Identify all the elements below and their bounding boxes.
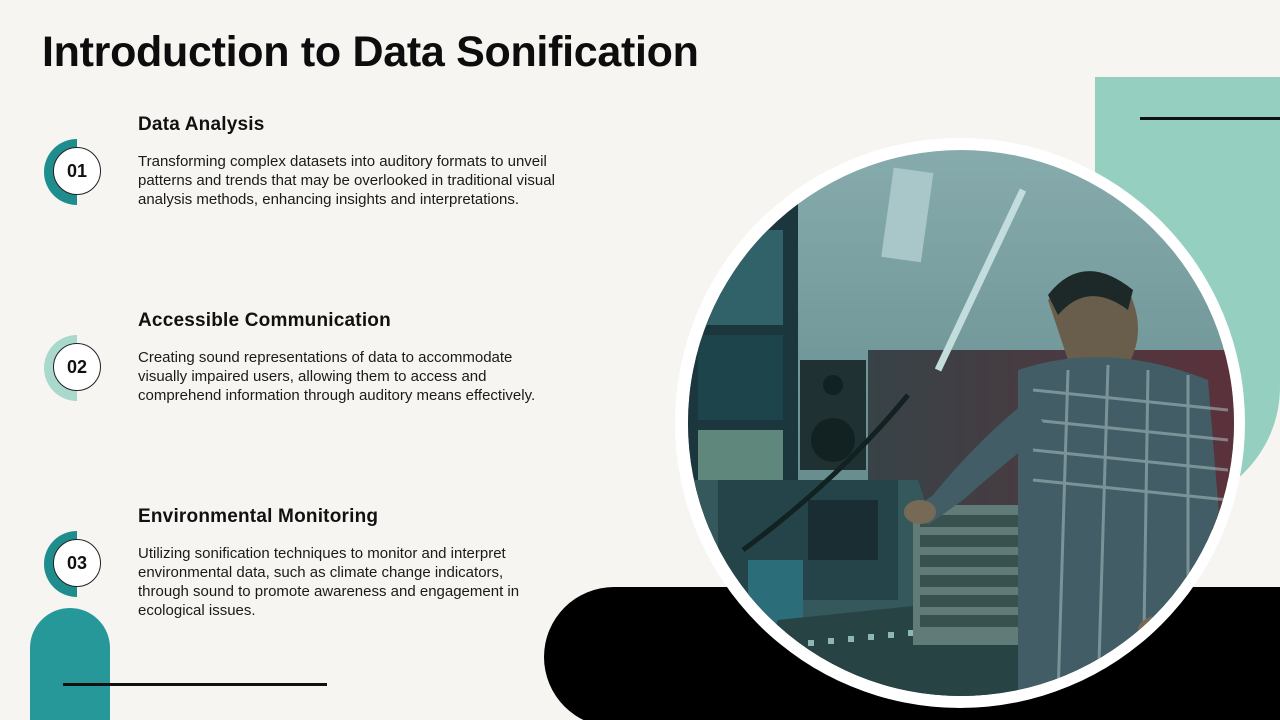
list-item-environmental-monitoring (42, 506, 582, 636)
number-badge (44, 531, 110, 597)
audio-console-illustration (688, 150, 1234, 696)
decor-line-top (1140, 117, 1280, 120)
list-item-accessible-communication (42, 310, 582, 440)
list-item-data-analysis (42, 114, 582, 244)
item-heading: Data Analysis (138, 114, 265, 135)
item-description: Transforming complex datasets into auditory formats to unveil patterns and trends that may be overlooked in traditional visual analysis methods, enhancing insights and interpretations. (138, 153, 555, 208)
number-badge (44, 335, 110, 401)
decor-line-bottom (63, 683, 327, 686)
slide-title: Introduction to Data Sonification (42, 28, 699, 76)
item-description: Utilizing sonification techniques to monitor and interpret environmental data, such as climate change indicators, through sound to promote awareness and engagement in ecological issues. (138, 545, 520, 619)
number-badge-label: 02 (53, 343, 101, 391)
item-description: Creating sound representations of data to accommodate visually impaired users, allowing them to access and comprehend information through auditory means effectively. (138, 349, 536, 404)
audio-console-photo (688, 150, 1234, 696)
item-heading: Environmental Monitoring (138, 506, 379, 527)
number-badge-label: 01 (53, 147, 101, 195)
item-heading: Accessible Communication (138, 310, 391, 331)
number-badge-label: 03 (53, 539, 101, 587)
number-badge (44, 139, 110, 205)
